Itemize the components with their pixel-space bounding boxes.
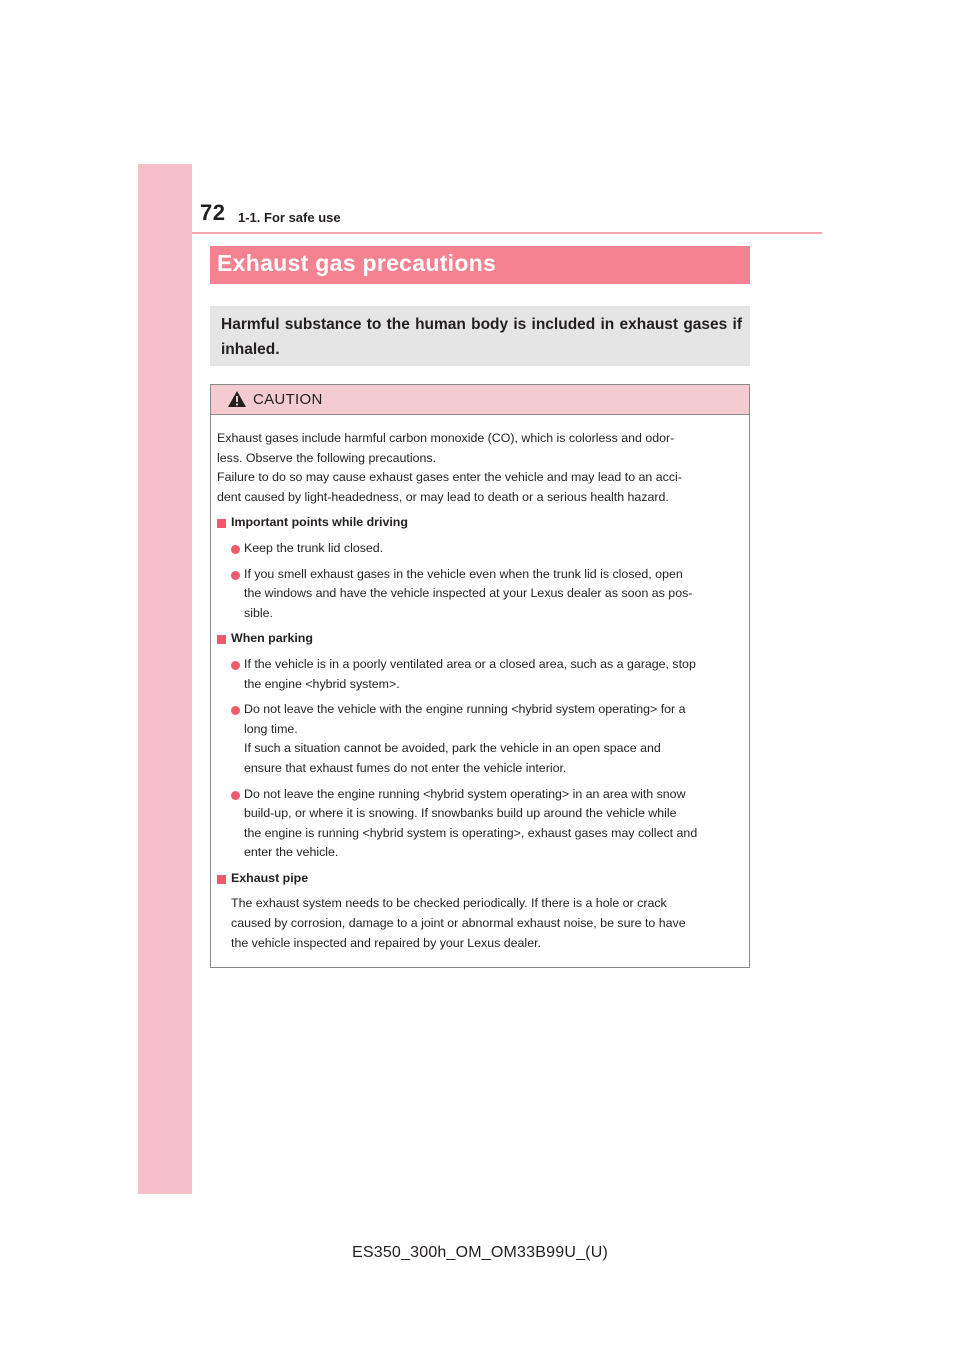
side-color-band (138, 164, 192, 1194)
paragraph-line: dent caused by light-headedness, or may lead to death or a serious health hazard. (217, 489, 669, 504)
paragraph-line: Exhaust gases include harmful carbon monoxide (CO), which is colorless and odor- (217, 431, 675, 445)
caution-box (210, 384, 750, 968)
bullet-line: If you smell exhaust gases in the vehicle even when the trunk lid is closed, open (244, 566, 683, 581)
bullet-line: the engine <hybrid system>. (244, 676, 400, 691)
bullet-item (217, 655, 743, 694)
heading-text: Exhaust pipe (231, 870, 309, 885)
square-bullet-icon (217, 875, 226, 884)
bullet-item (217, 539, 743, 559)
bullet-line: build-up, or where it is snowing. If snowbanks build up around the vehicle while (244, 806, 677, 821)
paragraph-line: less. Observe the following precautions. (217, 450, 437, 465)
text-line: the vehicle inspected and repaired by your Lexus dealer. (231, 935, 541, 950)
bullet-line: long time. (244, 721, 298, 736)
page-title-bar (210, 246, 750, 284)
heading-parking (217, 629, 743, 649)
round-bullet-icon (231, 791, 240, 800)
warning-triangle-icon (227, 390, 247, 408)
text-line: The exhaust system needs to be checked periodically. If there is a hole or crack (231, 896, 667, 911)
bullet-item (217, 785, 743, 863)
heading-exhaust-pipe (217, 869, 743, 889)
intro-box (210, 306, 750, 366)
intro-text: Harmful substance to the human body is included in exhaust gases if inhaled. (221, 316, 742, 358)
bullet-line: Do not leave the engine running <hybrid system operating> in an area with snow (244, 786, 686, 801)
bullet-line: sible. (244, 605, 273, 620)
square-bullet-icon (217, 635, 226, 644)
round-bullet-icon (231, 571, 240, 580)
bullet-item (217, 700, 743, 778)
round-bullet-icon (231, 545, 240, 554)
square-bullet-icon (217, 519, 226, 528)
bullet-line: Keep the trunk lid closed. (244, 540, 384, 555)
text-line: caused by corrosion, damage to a joint or abnormal exhaust noise, be sure to have (231, 916, 686, 931)
page-title: Exhaust gas precautions (217, 250, 497, 276)
caution-body (211, 415, 749, 953)
heading-text: When parking (231, 631, 313, 646)
header-divider (192, 232, 822, 234)
round-bullet-icon (231, 661, 240, 670)
bullet-line: the engine is running <hybrid system is operating>, exhaust gases may collect and (244, 825, 698, 840)
caution-paragraph (217, 429, 743, 507)
exhaust-pipe-text (217, 894, 743, 953)
paragraph-line: Failure to do so may cause exhaust gases enter the vehicle and may lead to an acci- (217, 470, 682, 485)
page-number: 72 (200, 200, 226, 225)
caution-header (211, 385, 749, 415)
bullet-line: the windows and have the vehicle inspected at your Lexus dealer as soon as pos- (244, 586, 693, 601)
bullet-line: If the vehicle is in a poorly ventilated area or a closed area, such as a garage, stop (244, 656, 696, 671)
bullet-line: If such a situation cannot be avoided, park the vehicle in an open space and (244, 741, 661, 756)
heading-text: Important points while driving (231, 515, 408, 530)
bullet-line: ensure that exhaust fumes do not enter the vehicle interior. (244, 760, 567, 775)
footer-doc-code: ES350_300h_OM_OM33B99U_(U) (351, 1244, 608, 1261)
bullet-item (217, 565, 743, 624)
bullet-line: Do not leave the vehicle with the engine running <hybrid system operating> for a (244, 702, 686, 717)
heading-driving (217, 513, 743, 533)
section-title: 1-1. For safe use (238, 210, 341, 225)
bullet-line: enter the vehicle. (244, 845, 339, 860)
caution-label: CAUTION (253, 391, 323, 408)
round-bullet-icon (231, 706, 240, 715)
